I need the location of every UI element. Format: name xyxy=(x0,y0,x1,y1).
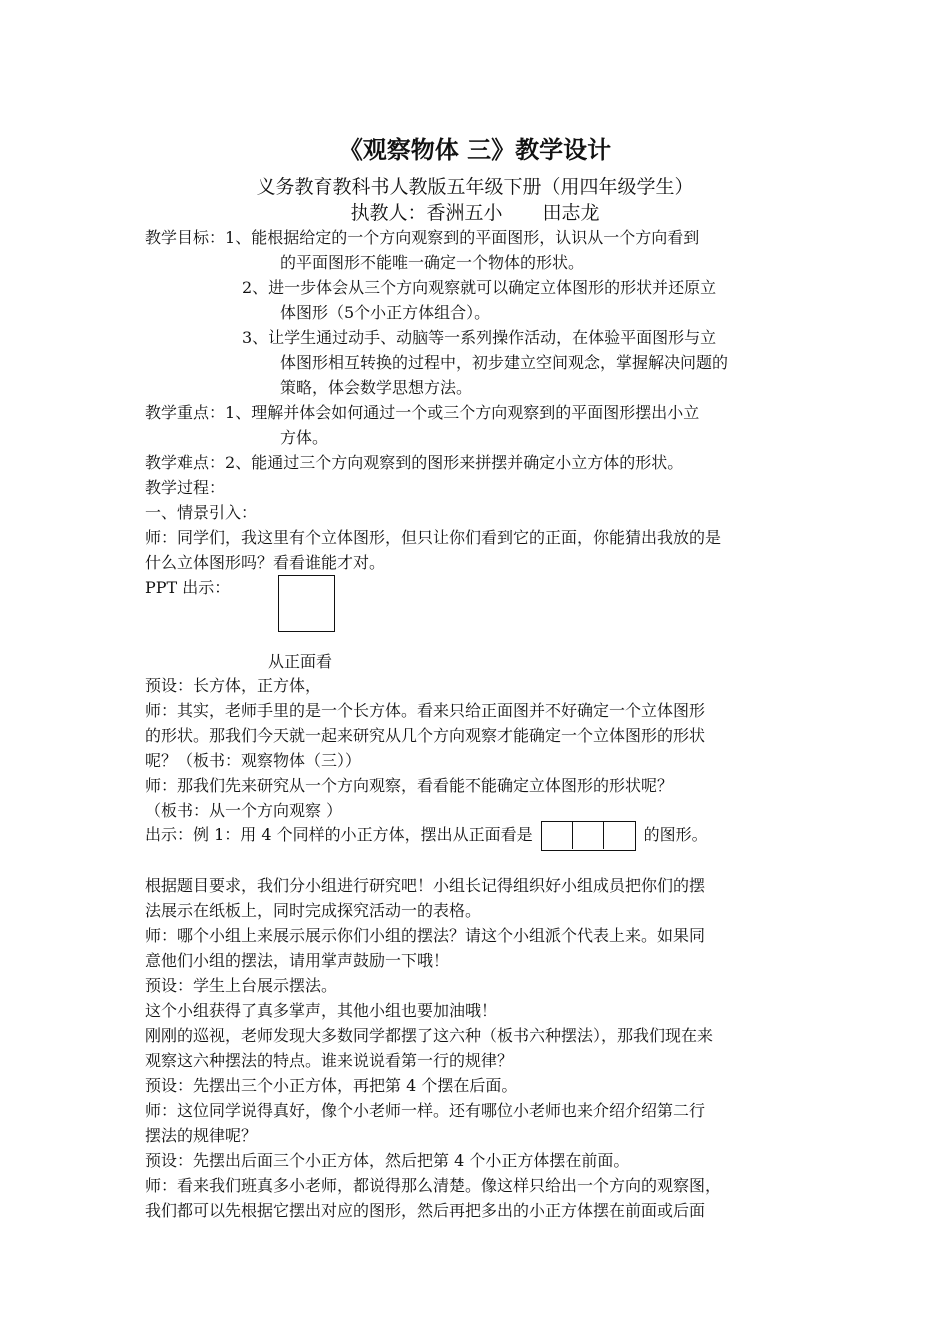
difficulties-label: 教学难点： xyxy=(145,453,226,472)
paragraph-9-line-1: 刚刚的巡视，老师发现大多数同学都摆了这六种（板书六种摆法），那我们现在来 xyxy=(145,1026,714,1045)
figure-caption: 从正面看 xyxy=(268,652,333,671)
paragraph-10: 预设：先摆出三个小正方体，再把第 4 个摆在后面。 xyxy=(145,1076,518,1095)
example-line xyxy=(145,820,810,851)
paragraph-7: 预设：学生上台展示摆法。 xyxy=(145,976,338,995)
paragraph-13-line-1: 师：看来我们班真多小老师，都说得那么清楚。像这样只给出一个方向的观察图， xyxy=(145,1176,722,1195)
square-cell xyxy=(573,822,604,849)
objective-2-line-1: 2、进一步体会从三个方向观察就可以确定立体图形的形状并还原立 xyxy=(242,278,717,297)
square-cell xyxy=(542,822,573,849)
key-points-line-2: 方体。 xyxy=(280,428,329,447)
three-squares-figure xyxy=(541,821,636,851)
objectives-label: 教学目标： xyxy=(145,228,226,247)
process-label: 教学过程： xyxy=(145,478,226,497)
paragraph-5-line-1: 根据题目要求，我们分小组进行研究吧！小组长记得组织好小组成员把你们的摆 xyxy=(145,876,706,895)
section-heading-1: 一、情景引入： xyxy=(145,503,258,522)
paragraph-9-line-2: 观察这六种摆法的特点。谁来说说看第一行的规律？ xyxy=(145,1051,514,1070)
paragraph-8: 这个小组获得了真多掌声，其他小组也要加油哦！ xyxy=(145,1001,498,1020)
paragraph-3-line-2: 的形状。那我们今天就一起来研究从几个方向观察才能确定一个立体图形的形状 xyxy=(145,726,706,745)
document-title: 《观察物体 三》教学设计 xyxy=(338,135,612,164)
paragraph-13-line-2: 我们都可以先根据它摆出对应的图形，然后再把多出的小正方体摆在前面或后面 xyxy=(145,1201,706,1220)
paragraph-4-line-2: （板书：从一个方向观察 ） xyxy=(145,801,343,820)
document-subtitle: 义务教育教科书人教版五年级下册（用四年级学生） xyxy=(256,176,694,198)
paragraph-5-line-2: 法展示在纸板上，同时完成探究活动一的表格。 xyxy=(145,901,482,920)
objective-3-line-1: 3、让学生通过动手、动脑等一系列操作活动，在体验平面图形与立 xyxy=(242,328,717,347)
paragraph-4-line-1: 师：那我们先来研究从一个方向观察，看看能不能确定立体图形的形状呢？ xyxy=(145,776,674,795)
ppt-label: PPT 出示： xyxy=(145,578,231,597)
example-text-before: 出示：例 1：用 4 个同样的小正方体，摆出从正面看是 xyxy=(145,825,533,844)
paragraph-1-line-1: 师：同学们，我这里有个立体图形，但只让你们看到它的正面，你能猜出我放的是 xyxy=(145,528,722,547)
author-label: 执教人：香洲五小 xyxy=(350,202,503,224)
square-cell xyxy=(604,822,635,849)
front-view-square-figure xyxy=(278,575,335,632)
difficulties-line xyxy=(145,451,810,475)
key-points-text: 1、理解并体会如何通过一个或三个方向观察到的平面图形摆出小立 xyxy=(225,403,700,422)
author-name: 田志龙 xyxy=(542,202,600,224)
author-line xyxy=(0,200,950,226)
paragraph-2: 预设：长方体，正方体， xyxy=(145,676,322,695)
objective-1-line-2: 的平面图形不能唯一确定一个物体的形状。 xyxy=(280,253,585,272)
paragraph-11-line-1: 师：这位同学说得真好，像个小老师一样。还有哪位小老师也来介绍介绍第二行 xyxy=(145,1101,706,1120)
difficulties-text: 2、能通过三个方向观察到的图形来拼摆并确定小立方体的形状。 xyxy=(225,453,684,472)
paragraph-6-line-2: 意他们小组的摆法，请用掌声鼓励一下哦！ xyxy=(145,951,450,970)
objective-3-line-2: 体图形相互转换的过程中，初步建立空间观念，掌握解决问题的 xyxy=(280,353,729,372)
key-points-label: 教学重点： xyxy=(145,403,226,422)
paragraph-3-line-3: 呢？（板书：观察物体（三）） xyxy=(145,751,362,770)
paragraph-11-line-2: 摆法的规律呢？ xyxy=(145,1126,258,1145)
example-text-after: 的图形。 xyxy=(643,825,708,844)
objective-3-line-3: 策略，体会数学思想方法。 xyxy=(280,378,473,397)
paragraph-1-line-2: 什么立体图形吗？看看谁能才对。 xyxy=(145,553,386,572)
objectives-line-1 xyxy=(145,226,810,250)
paragraph-3-line-1: 师：其实，老师手里的是一个长方体。看来只给正面图并不好确定一个立体图形 xyxy=(145,701,706,720)
objective-2-line-2: 体图形（5个小正方体组合）。 xyxy=(280,303,491,322)
key-points-line-1 xyxy=(145,401,810,425)
objective-1-line-1: 1、能根据给定的一个方向观察到的平面图形，认识从一个方向看到 xyxy=(225,228,700,247)
paragraph-6-line-1: 师：哪个小组上来展示展示你们小组的摆法？请这个小组派个代表上来。如果同 xyxy=(145,926,706,945)
paragraph-12: 预设：先摆出后面三个小正方体，然后把第 4 个小正方体摆在前面。 xyxy=(145,1151,630,1170)
